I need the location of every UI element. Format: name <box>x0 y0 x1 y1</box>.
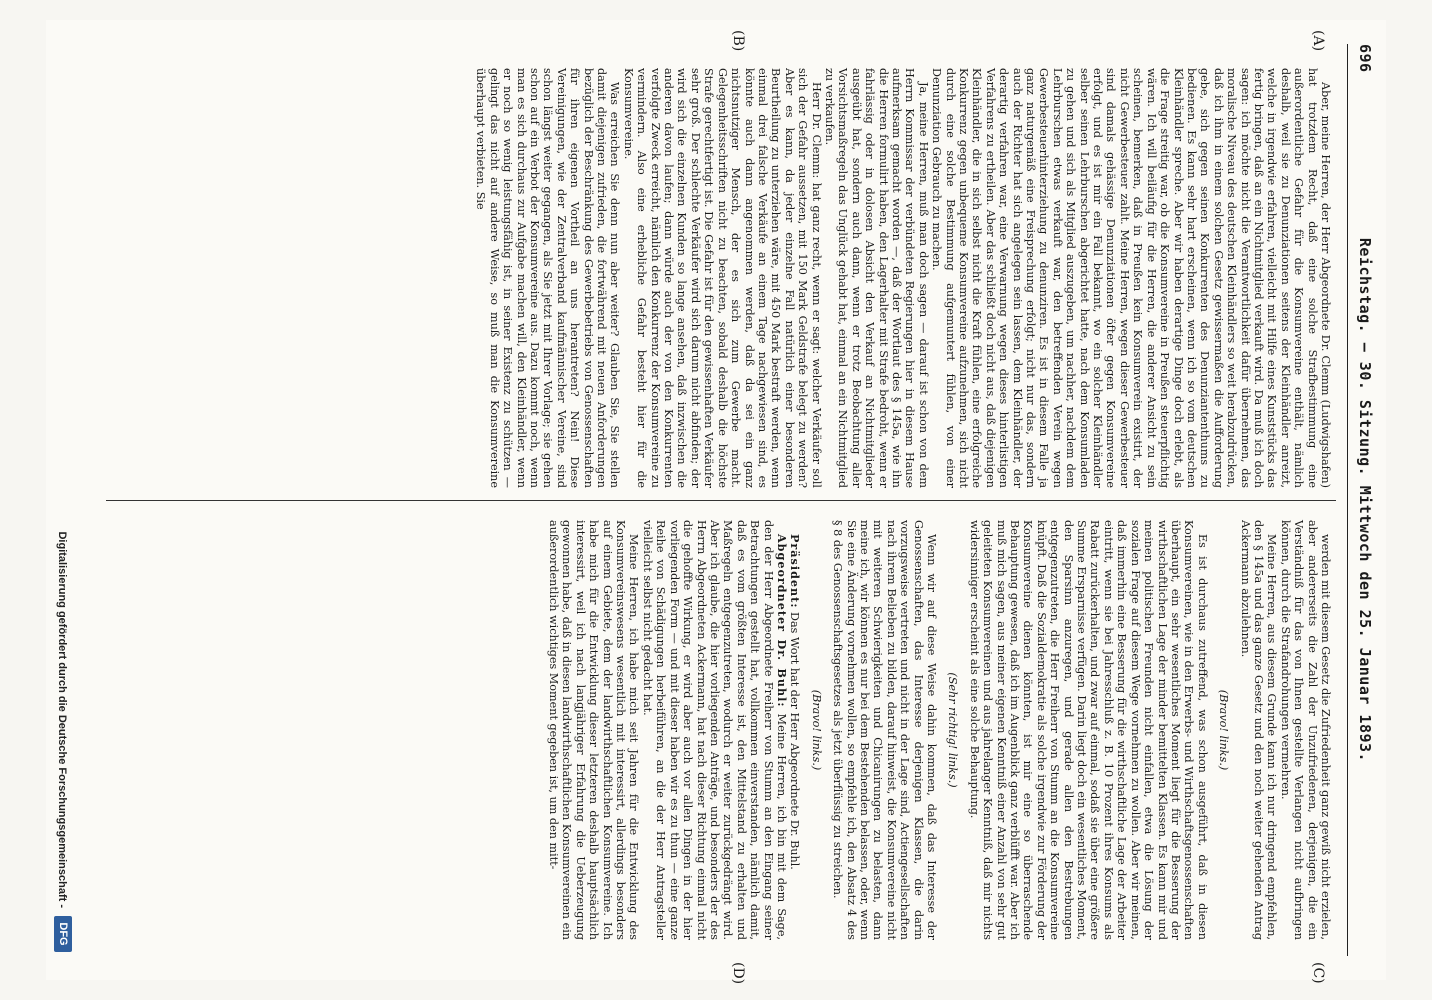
paragraph: Aber, meine Herren, der Herr Abgeordnete Dr. Clemm (Ludwigshafen) hat trotzdem Recht, daß eine solche Strafbestimmung eine außerordentliche Gefahr für die Konsumvereine enthält, nämlich deshalb, weil sie zu Denunziationen seitens der Kleinhändler anreizt, welche in irgendwie erfahren, vielleicht mit Hilfe eines Kunststücks das fertig bringen, daß an ein Nichtmitglied verkauft wird. Da muß ich doch sagen: ich möchte nicht die Verantwortlichkeit dafür übernehmen, das moralische Niveau des deutschen Kleinhändlers so weit herabzudrücken, daß ich ihm in einem solchen Gesetz gewissermaßen die Aufforderung gebe, sich gegen seinen Konkurrenten des Denunziantenthums zu bedienen. Es kann sehr hart erscheinen, wenn ich so vom deutschen Kleinhändler spreche. Aber wir haben derartige Dinge doch erlebt, als die Frage streitig war, ob die Konsumvereine in Preußen steuerpflichtig wären. Ich will beiläufig für die Herren, die anderer Ansicht zu sein scheinen, bemerken, daß in Preußen kein Konsumverein existirt, der nicht Gewerbesteuer zahlt. Meine Herren, wegen dieser Gewerbesteuer sind damals gehässige Denunziationen öfter gegen Konsumvereine erfolgt, und es ist mir ein Fall bekannt, wo ein solcher Kleinhändler selber seinen Lehrburschen abgerichtet hatte, nach dem Konsumladen zu gehen und sich als Mitglied auszugeben, um nachher, nachdem dem Lehrburschen etwas verkauft war, den betreffenden Verein wegen Gewerbesteuerhinterziehung zu denunziren. Es ist in diesem Falle ja ganz naturgemäß eine Freisprechung erfolgt; nicht nur das, sondern auch der Richter hat sich angelegen sein lassen, dem Kleinhändler, der derartig verfahren war, eine Verwarnung wegen dieses hinterlistigen Verfahrens zu ertheilen. Aber das schließt doch nicht aus, daß diejenigen Kleinhändler, die in sich selbst nicht die Kraft fühlen, eine erfolgreiche Konkurrenz gegen unbequeme Konsumvereine aufzunehmen, sich nicht durch eine solche Bestimmung aufgemuntert fühlen, von einer Denunziation Gebrauch zu machen. <box>930 68 1332 488</box>
margin-letter-b: (B) <box>730 30 746 52</box>
paragraph: Es ist durchaus zutreffend, was schon ausgeführt, daß in diesen Konsumvereinen, wie in den Erwerbs- und Wirthschaftsgenossenschaften überhaupt, ein sehr wesentliches Moment liegt für die Besserung der wirthschaftlichen Lage der minder bemittelten Klassen. Es kann mir und meinen politischen Freunden nicht einfallen, etwa die Lösung der sozialen Frage auf diesem Wege vornehmen zu wollen. Aber wir meinen, daß immerhin eine Besserung für die wirthschaftliche Lage der Arbeiter eintritt, wenn sie bei Jahresschluß z. B. 10 Prozent ihres Konsums als Rabatt zurückerhalten, und zwar auf einmal, sodaß sie über eine größere Summe Ersparnisse verfügen. Darin liegt doch ein wesentliches Moment, den Sparsinn anzuregen, und gerade allen den Bestrebungen entgegenzutreten, die Herr Freiherr von Stumm an die Konsumvereine knüpft. Daß die Sozialdemokratie als solche irgendwie zur Förderung der Konsumvereine dienen könnten, ist mir eine so überraschende Behauptung gewesen, daß ich im Augenblick ganz verblüfft war. Aber ich muß mich sagen, aus meiner eigenen Kenntniß einer Anzahl von sehr gut geleiteten Konsumvereinen und aus jahrelanger Kenntniß, daß mir nichts widersinniger erscheint als eine solche Behauptung. <box>967 520 1209 940</box>
page-number: 696 <box>1356 44 1374 73</box>
digitization-credit <box>48 44 74 956</box>
running-head <box>1347 44 1378 956</box>
speaker-label: Präsident: <box>788 534 803 609</box>
left-column <box>112 68 1332 488</box>
paragraph: Meine Herren, ich habe mich seit Jahren für die Entwicklung des Konsumvereinswesens wesentlich mit interessirt, allerdings besonders auf einem Gebiete, dem der landwirthschaftlichen Konsumvereine. Ich habe mich für die Entwicklung dieser letzteren deshalb hauptsächlich interessirt, weil ich nach langjähriger Erfahrung die Ueberzeugung gewonnen habe, daß in diesen landwirthschaftlichen Konsumvereinen ein außerordentlich wichtiges Moment gegeben ist, um den mitt- <box>547 520 641 940</box>
margin-letter-c: (C) <box>1310 962 1326 984</box>
speaker-label: Abgeordneter Dr. Buhl: <box>774 534 789 708</box>
paragraph: Herr Dr. Clemm: hat ganz recht, wenn er sagt: welcher Verkäufer soll sich der Gefahr aussetzen, mit 150 Mark Geldstrafe belegt zu werden? Aber es kann, da jeder einzelne Fall natürlich einer besonderen Beurtheilung zu unterziehen wäre, mit 450 Mark bestraft werden, wenn einmal drei falsche Verkäufe an einem Tage nachgewiesen sind, es könnte auch dann angenommen werden, daß da sei ein ganz nichtsnutziger Mensch, der es sich zum Gewerbe macht. Gelegenheitsschriften nicht zu beachten, sobald deshalb die höchste Strafe gerechtfertigt ist. Die Gefahr ist für den gewissenhaften Verkäufer sehr groß. Der schlechte Verkäufer wird sich darum nicht abfinden; der wird sich die einzelnen Kunden so lange ansehen, daß inzwischen die anderen davon laufen; dann würde auch der von den Konkurrenten verfolgte Zweck erreicht, nämlich den Konkurrenz der Konsumvereine zu vermindern. Also eine erhebliche Gefahr besteht hier für die Konsumvereine. <box>621 68 823 488</box>
stage-direction: (Bravo! links.) <box>809 689 823 771</box>
paragraph: Ja, meine Herren, muß man doch sagen — darauf ist schon von dem Herrn Kommissar der verbündeten Regierungen hier in diesem Hause aufmerksam gemacht worden —, daß der Wortlaut des § 145a, wie ihn die Herren formulirt haben, den Lagerhalter mit Strafe bedroht, wenn er fahrlässig oder in dolosen Absicht den Verkauf an Nichtmitglieder ausgeübt hat, sondern auch dann, wenn er trotz Beobachtung aller Vorsichtsmaßregeln das Unglück gehabt hat, einmal an ein Nichtmitglied zu verkaufen. <box>822 68 930 488</box>
paragraph: Wenn wir auf diese Weise dahin kommen, daß das Interesse der Genossenschaften, das Interesse derjenigen Klassen, die darin vorzugsweise vertreten und nicht in der Lage sind, Actiengesellschaften nach ihrem Belieben zu bilden, darauf hinweist, die Konsumvereine nicht mit weiteren Schwierigkeiten und Chicanirungen zu belasten, dann meine ich, wir können es nur bei dem Bestehenden belassen, oder, wenn Sie eine Änderung vornehmen wollen, so empfehle ich, den Absatz 4 des § 8 des Genossenschaftsgesetzes als jetzt überflüssig zu streichen. <box>831 520 939 940</box>
running-title: Reichstag. — 30. Sitzung. Mittwoch den 25. Januar 1893. <box>1356 237 1374 763</box>
paragraph: Meine Herren, aus diesem Grunde kann ich nur dringend empfehlen, den § 145a und das ganze Gesetz und den noch weiter gehenden Antrag Ackermann abzulehnen. <box>1238 520 1279 940</box>
document-page <box>46 20 1386 985</box>
right-column <box>112 520 1332 940</box>
stage-direction: (Bravo! links.) <box>1217 689 1231 771</box>
paragraph: Was erreichen Sie denn nun aber weiter? Glauben Sie, Sie stellen damit diejenigen zufrieden, die fortwährend mit neuen Anforderungen bezüglich der Beschränkung des Gewerbebetriebs von Genossenschaften für ihren eigenen Vortheil an uns herantreten? Nein! Diese Vereinigungen, wie der Zentralverband kaufmännischer Vereine, sind schon längst weiter gegangen, als Sie jetzt mit Ihrer Vorlage; sie gehen schon auf ein Verbot der Konsumvereine aus. Dazu kommt noch, wenn man es sich durchaus zur Aufgabe machen will, den Kleinhändler, wenn er noch so wenig leistungsfähig ist, in seiner Existenz zu schützen — gelingt das nicht auf andere Weise, so muß man die Konsumvereine überhaupt verbieten. Sie <box>474 68 622 488</box>
speech-text: Das Wort hat der Herr Abgeordnete Dr. Buhl. <box>788 612 802 870</box>
paragraph <box>641 520 788 940</box>
dfg-logo: DFG <box>54 916 72 952</box>
column-divider <box>106 500 1336 501</box>
credit-text: Digitalisierung gefördert durch die Deutsche Forschungsgemeinschaft - <box>56 531 68 908</box>
margin-letter-d: (D) <box>730 962 746 985</box>
paragraph <box>788 520 801 940</box>
stage-direction: (Sehr richtig! links.) <box>946 672 960 788</box>
speech-text: Meine Herren, ich bin mit dem Sage, den der Herr Abgeordnete Freiherr von Stumm an den Eingang seiner Betrachtungen gestellt hat, vollkommen einverstanden, nämlich damit, daß es vom größten Interesse ist, den Mittelstand zu erhalten und Maßregeln entgegenzutreten, wodurch er weiter zurückgedrängt wird. Aber ich glaube, die hier vorliegenden Anträge, und besonders der des Herrn Abgeordneten Ackermann, hat nach dieser Richtung einmal nicht die gehoffte Wirkung, er wird aber auch vor allen Dingen in der hier vorliegenden Form — und mit dieser haben wir es zu thun — eine ganze Reihe von Schädigungen herbeiführen, an die der Herr Antragsteller vielleicht selbst nicht gedacht hat. <box>640 520 788 941</box>
paragraph: werden mit diesem Gesetz die Zufriedenheit ganz gewiß nicht erzielen, aber andererseits die Zahl der Unzufriedenen, derjenigen, die ein Verständniß für das von Ihnen gestellte Verlangen nicht aufbringen können, durch die Strafandrohungen vermehren. <box>1278 520 1332 940</box>
margin-letter-a: (A) <box>1310 30 1326 52</box>
